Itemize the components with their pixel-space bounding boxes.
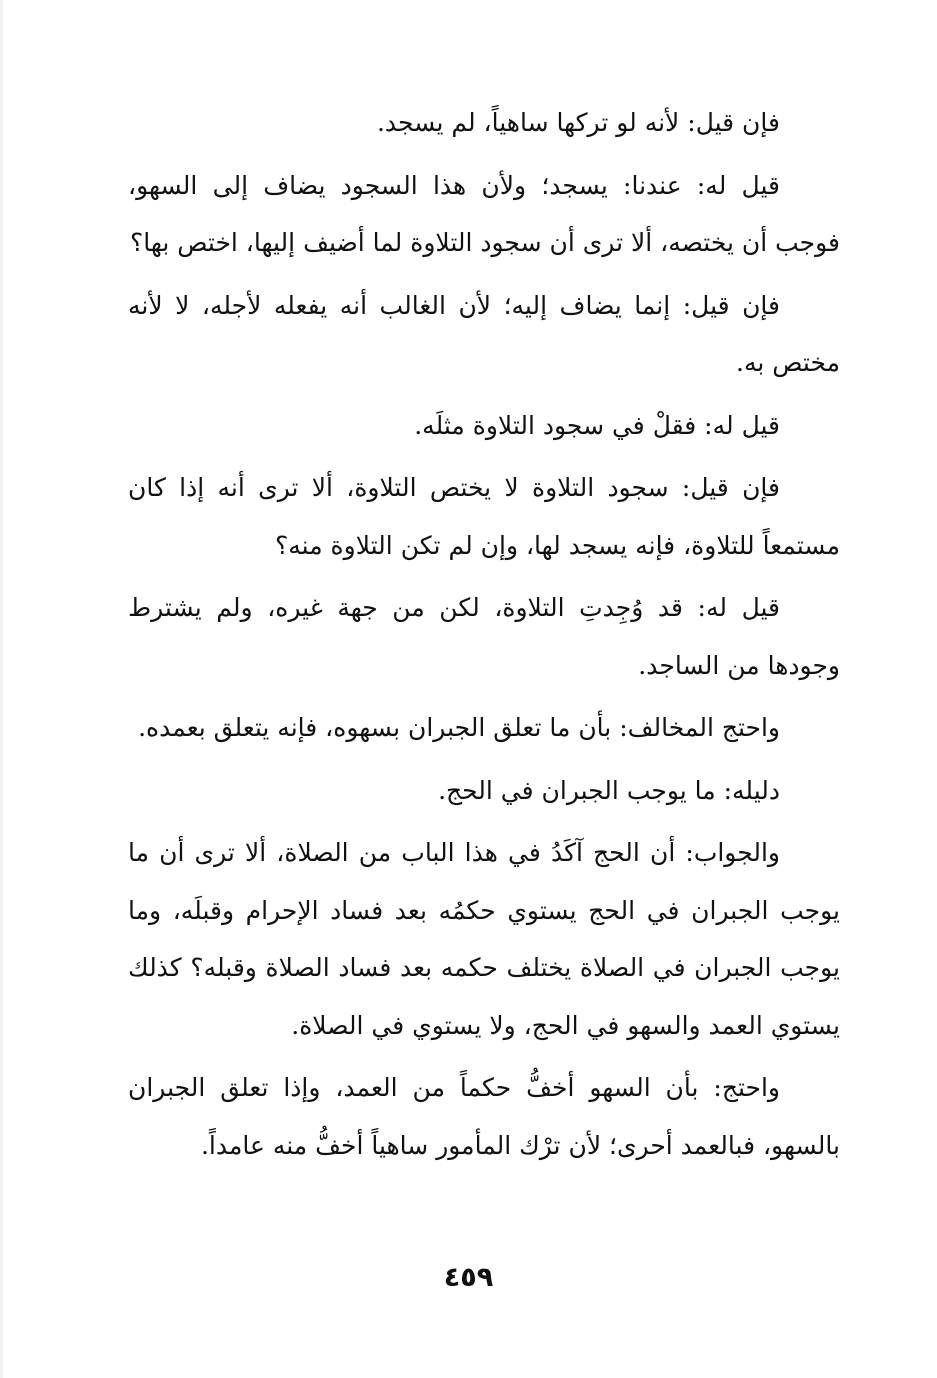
paragraph-3: فإن قيل: إنما يضاف إليه؛ لأن الغالب أنه يفعله لأجله، لا لأنه مختص به. [128,290,840,377]
paragraph-9: والجواب: أن الحج آكَدُ في هذا الباب من الصلاة، ألا ترى أن ما يوجب الجبران في الحج يستوي حكمُه بعد فساد الإحرام وقبلَه، وما يوجب الجبران في الصلاة يختلف حكمه بعد فساد الصلاة وقبله؟ كذلك يستوي العمد والسهو في الحج، ولا يستوي في الصلاة. [128,838,840,1040]
paragraph-4: قيل له: فقلْ في سجود التلاوة مثلَه. [414,410,780,440]
paragraph-10: واحتج: بأن السهو أخفُّ حكماً من العمد، وإذا تعلق الجبران بالسهو، فبالعمد أحرى؛ لأن ترْك المأمور ساهياً أخفُّ منه عامداً. [128,1073,840,1160]
body-text [128,94,840,1179]
paragraph-6: قيل له: قد وُجِدتِ التلاوة، لكن من جهة غيره، ولم يشترط وجودها من الساجد. [128,593,840,680]
paragraph-1: فإن قيل: لأنه لو تركها ساهياً، لم يسجد. [376,108,780,137]
paragraph-7: واحتج المخالف: بأن ما تعلق الجبران بسهوه، فإنه يتعلق بعمده. [138,713,780,742]
page-number: ٤٥٩ [443,1262,494,1293]
page-edge [0,0,3,1378]
paragraph-2: قيل له: عندنا: يسجد؛ ولأن هذا السجود يضاف إلى السهو، فوجب أن يختصه، ألا ترى أن سجود التلاوة لما أضيف إليها، اختص بها؟ [128,170,840,257]
paragraph-8: دليله: ما يوجب الجبران في الحج. [438,775,780,805]
paragraph-5: فإن قيل: سجود التلاوة لا يختص التلاوة، ألا ترى أنه إذا كان مستمعاً للتلاوة، فإنه يسجد لها، وإن لم تكن التلاوة منه؟ [128,473,840,560]
